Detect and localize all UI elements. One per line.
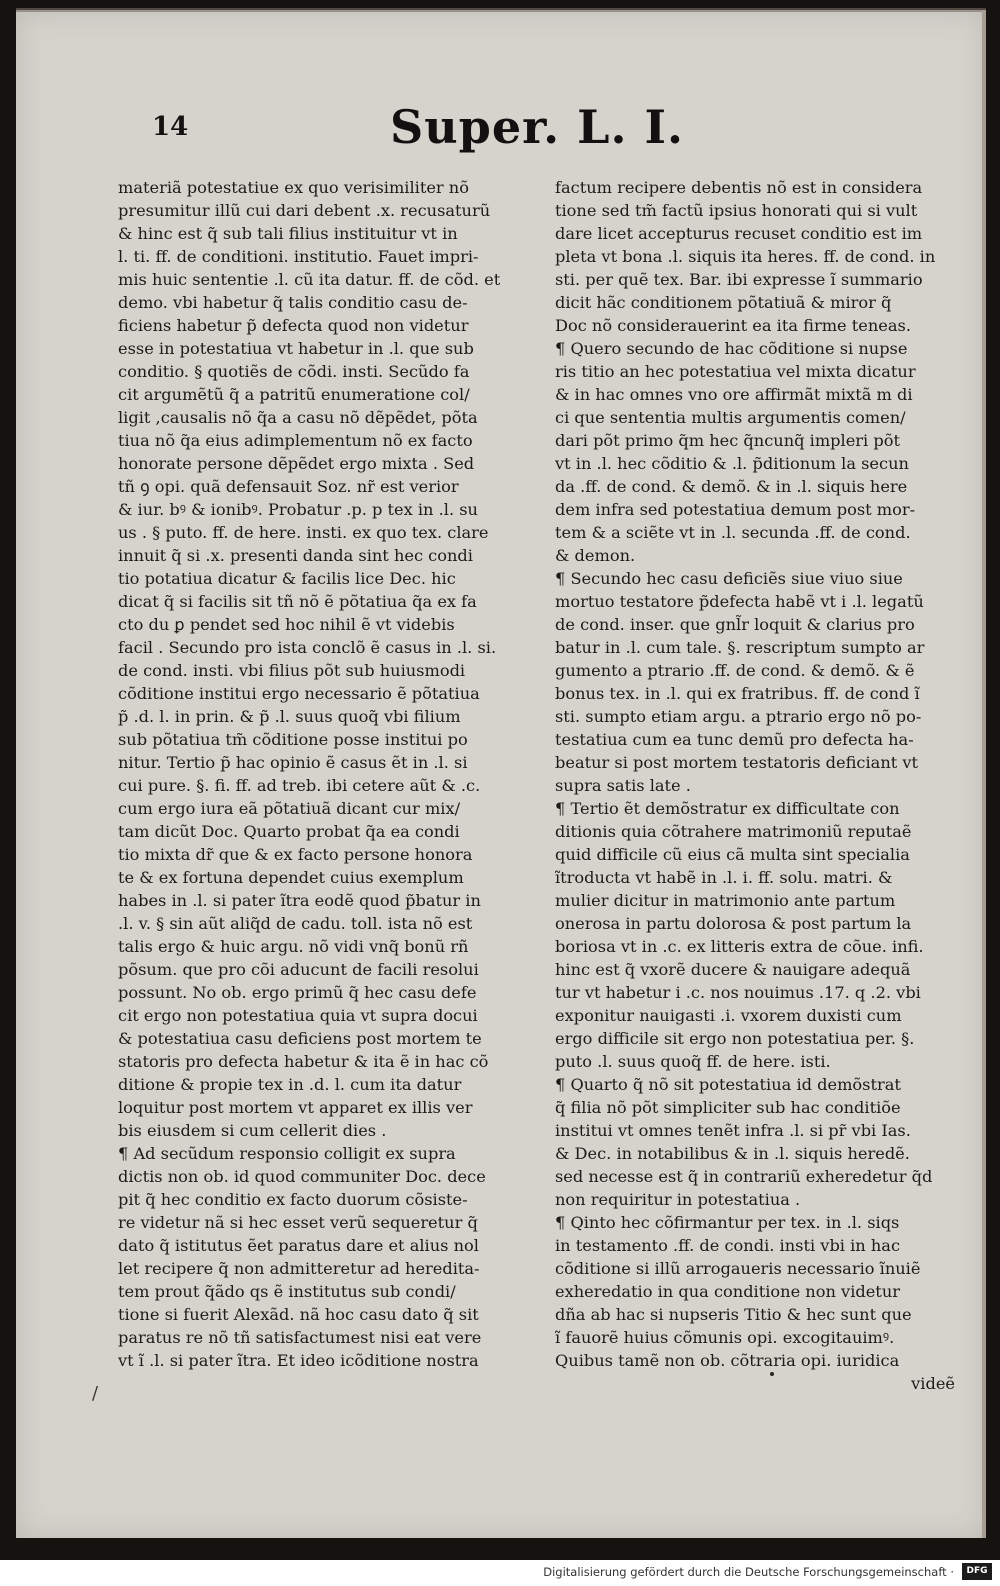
margin-pen-mark: /: [92, 1383, 99, 1404]
right-column-line: ĩ fauorẽ huius cõmunis opi. excogitauimꝰ.: [555, 1328, 895, 1347]
left-column-line: & hinc est q̃ sub tali filius instituitur vt in: [118, 224, 458, 243]
right-column-line: ĩtroducta vt habẽ in .l. i. ff. solu. matri. &: [555, 868, 893, 887]
page-right-edge: [982, 10, 986, 1538]
right-column-line: testatiua cum ea tunc demũ pro defecta ha-: [555, 730, 914, 749]
footer-bar: [0, 1560, 1000, 1586]
left-column-line: possunt. No ob. ergo primũ q̃ hec casu defe: [118, 983, 477, 1002]
left-column-line: te & ex fortuna dependet cuius exemplum: [118, 868, 464, 887]
left-column-line: let recipere q̃ non admitteretur ad heredita-: [118, 1259, 480, 1278]
left-column-line: us . § puto. ff. de here. insti. ex quo tex. clare: [118, 523, 489, 542]
right-column-line: tur vt habetur i .c. nos nouimus .17. q .2. vbi: [555, 983, 921, 1002]
left-column-line: tio mixta dr̃ que & ex facto persone honora: [118, 845, 473, 864]
right-column-line: hinc est q̃ vxorẽ ducere & nauigare adequã: [555, 960, 911, 979]
left-column-line: & iur. bꝰ & ionibꝰ. Probatur .p. p tex in .l. su: [118, 500, 478, 519]
left-column-line: paratus re nõ tñ satisfactumest nisi eat vere: [118, 1328, 482, 1347]
running-head: Super. L. I.: [390, 100, 685, 154]
right-column-line: factum recipere debentis nõ est in considera: [555, 178, 923, 197]
right-column-line: exheredatio in qua conditione non videtur: [555, 1282, 900, 1301]
right-column-line: batur in .l. cum tale. §. rescriptum sumpto ar: [555, 638, 925, 657]
right-column-line: sti. per quẽ tex. Bar. ibi expresse ĩ summario: [555, 270, 923, 289]
left-column-line: vt ĩ .l. si pater ĩtra. Et ideo icõditione nostra: [118, 1351, 479, 1370]
left-column-line: conditio. § quotiẽs de cõdi. insti. Secũdo fa: [118, 362, 470, 381]
right-column-line: vt in .l. hec cõditio & .l. p̃ditionum la secun: [555, 454, 909, 473]
left-column-line: loquitur post mortem vt apparet ex illis ver: [118, 1098, 473, 1117]
right-text-column: [555, 176, 955, 1395]
right-column-line: tem & a sciẽte vt in .l. secunda .ff. de cond.: [555, 523, 911, 542]
left-column-line: dato q̃ istitutus ẽet paratus dare et alius nol: [118, 1236, 479, 1255]
left-column-line: esse in potestatiua vt habetur in .l. que sub: [118, 339, 474, 358]
right-column-line: bonus tex. in .l. qui ex fratribus. ff. de cond ĩ: [555, 684, 920, 703]
funding-credit: Digitalisierung gefördert durch die Deutsche Forschungsgemeinschaft ·: [543, 1565, 954, 1579]
left-column-line: cõditione institui ergo necessario ẽ põtatiua: [118, 684, 480, 703]
left-column-line: l. ti. ff. de conditioni. institutio. Fauet impri-: [118, 247, 479, 266]
page-header: [150, 100, 710, 160]
left-column-line: facil . Secundo pro ista conclõ ẽ casus in .l. si.: [118, 638, 497, 657]
left-column-line: mis huic sententie .l. cũ ita datur. ff. de cõd. et: [118, 270, 501, 289]
right-column-line: mortuo testatore p̃defecta habẽ vt i .l. legatũ: [555, 592, 924, 611]
left-column-line: .l. v. § sin aũt aliq̃d de cadu. toll. ista nõ est: [118, 914, 473, 933]
left-column-line: & potestatiua casu deficiens post mortem te: [118, 1029, 482, 1048]
right-column-line: Doc nõ considerauerint ea ita firme teneas.: [555, 316, 911, 335]
right-column-line: puto .l. suus quoq̃ ff. de here. isti.: [555, 1052, 831, 1071]
left-column-line: tam dicũt Doc. Quarto probat q̃a ea condi: [118, 822, 460, 841]
left-column-line: cit ergo non potestatiua quia vt supra docui: [118, 1006, 478, 1025]
right-column-line: supra satis late .: [555, 776, 691, 795]
left-column-line: sub põtatiua tm̃ cõditione posse institui po: [118, 730, 468, 749]
right-column-line: quid difficile cũ eius cã multa sint specialia: [555, 845, 910, 864]
left-column-line: presumitur illũ cui dari debent .x. recusaturũ: [118, 201, 491, 220]
left-column-line: talis ergo & huic argu. nõ vidi vnq̃ bonũ rñ: [118, 937, 469, 956]
right-column-line: gumento a ptrario .ff. de cond. & demõ. & ẽ: [555, 661, 915, 680]
right-column-line: exponitur nauigasti .i. vxorem duxisti cum: [555, 1006, 902, 1025]
right-column-line: institui vt omnes tenẽt infra .l. si pr̃ vbi Ias.: [555, 1121, 911, 1140]
right-column-line: mulier dicitur in matrimonio ante partum: [555, 891, 896, 910]
right-column-line: dari põt primo q̃m hec q̃ncunq̃ impleri põt: [555, 431, 900, 450]
left-column-line: ficiens habetur p̃ defecta quod non videtur: [118, 316, 469, 335]
left-column-line: re videtur nã si hec esset verũ sequeretur q̃: [118, 1213, 478, 1232]
left-column-line: dictis non ob. id quod communiter Doc. dece: [118, 1167, 486, 1186]
left-column-line: tione si fuerit Alexãd. nã hoc casu dato q̃ sit: [118, 1305, 479, 1324]
right-column-line: cõditione si illũ arrogaueris necessario ĩnuiẽ: [555, 1259, 921, 1278]
left-column-line: tiua nõ q̃a eius adimplementum nõ ex facto: [118, 431, 473, 450]
right-column-line: non requiritur in potestatiua .: [555, 1190, 801, 1209]
right-column-line: de cond. inser. que gnl̃r loquit & clarius pro: [555, 615, 915, 634]
right-column-line: pleta vt bona .l. siquis ita heres. ff. de cond. in: [555, 247, 936, 266]
right-column-line: & Dec. in notabilibus & in .l. siquis heredẽ.: [555, 1144, 910, 1163]
left-column-line: pit q̃ hec conditio ex facto duorum cõsiste-: [118, 1190, 468, 1209]
left-column-line: honorate persone dẽpẽdet ergo mixta . Sed: [118, 454, 475, 473]
right-column-line: Quibus tamẽ non ob. cõtraria opi. iuridica: [555, 1351, 900, 1370]
right-column-line: ¶ Tertio ẽt demõstratur ex difficultate con: [555, 799, 900, 818]
right-column-line: ¶ Quarto q̃ nõ sit potestatiua id demõstrat: [555, 1075, 901, 1094]
right-column-line: dicit hãc conditionem põtatiuã & miror q̃: [555, 293, 892, 312]
right-column-line: ris titio an hec potestatiua vel mixta dicatur: [555, 362, 916, 381]
folio-number: 14: [152, 112, 189, 142]
left-column-line: cto du ꝑ pendet sed hoc nihil ẽ vt videbis: [118, 615, 455, 634]
left-column-line: statoris pro defecta habetur & ita ẽ in hac cõ: [118, 1052, 489, 1071]
right-column-line: sed necesse est q̃ in contrariũ exheredetur q̃d: [555, 1167, 933, 1186]
dfg-logo-icon: DFG: [962, 1563, 992, 1580]
page-top-edge: [16, 8, 986, 12]
right-column-line: in testamento .ff. de condi. insti vbi in hac: [555, 1236, 901, 1255]
left-column-line: de cond. insti. vbi filius põt sub huiusmodi: [118, 661, 466, 680]
right-column-line: q̃ filia nõ põt simpliciter sub hac conditiõe: [555, 1098, 901, 1117]
right-column-line: ergo difficile sit ergo non potestatiua per. §.: [555, 1029, 915, 1048]
right-column-line: dare licet accepturus recuset conditio est im: [555, 224, 923, 243]
ink-dot: [770, 1372, 774, 1376]
left-column-line: ditione & propie tex in .d. l. cum ita datur: [118, 1075, 462, 1094]
left-column-line: tio potatiua dicatur & facilis lice Dec. hic: [118, 569, 456, 588]
right-column-line: tione sed tm̃ factũ ipsius honorati qui si vult: [555, 201, 918, 220]
right-column-line: ci que sententia multis argumentis comen/: [555, 408, 906, 427]
left-text-column: [118, 176, 518, 1372]
right-column-line: ¶ Quero secundo de hac cõditione si nupse: [555, 339, 908, 358]
right-column-line: dem infra sed potestatiua demum post mor-: [555, 500, 916, 519]
left-column-line: habes in .l. si pater ĩtra eodẽ quod p̃batur in: [118, 891, 481, 910]
left-column-line: tem prout q̃ãdo qs ẽ institutus sub condi/: [118, 1282, 456, 1301]
left-column-line: ¶ Ad secũdum responsio colligit ex supra: [118, 1144, 456, 1163]
right-column-line: da .ff. de cond. & demõ. & in .l. siquis here: [555, 477, 908, 496]
right-column-line: & demon.: [555, 546, 636, 565]
right-column-line: videẽ: [911, 1374, 955, 1393]
left-column-line: tñ ꝯ opi. quã defensauit Soz. nr̃ est verior: [118, 477, 459, 496]
left-column-line: cum ergo iura eã põtatiuã dicant cur mix/: [118, 799, 461, 818]
right-column-line: & in hac omnes vno ore affirmãt mixtã m di: [555, 385, 913, 404]
right-column-line: ditionis quia cõtrahere matrimoniũ reputaẽ: [555, 822, 912, 841]
left-column-line: bis eiusdem si cum cellerit dies .: [118, 1121, 387, 1140]
left-column-line: põsum. que pro cõi aducunt de facili resolui: [118, 960, 479, 979]
right-column-line: beatur si post mortem testatoris deficiant vt: [555, 753, 919, 772]
left-column-line: demo. vbi habetur q̃ talis conditio casu de-: [118, 293, 468, 312]
left-column-line: cit argumẽtũ q̃ a patritũ enumeratione col/: [118, 385, 470, 404]
left-column-line: p̃ .d. l. in prin. & p̃ .l. suus quoq̃ vbi filium: [118, 707, 461, 726]
left-column-line: innuit q̃ si .x. presenti danda sint hec condi: [118, 546, 473, 565]
left-column-line: dicat q̃ si facilis sit tñ nõ ẽ põtatiua q̃a ex fa: [118, 592, 477, 611]
left-column-line: nitur. Tertio p̃ hac opinio ẽ casus ẽt in .l. si: [118, 753, 468, 772]
right-column-line: sti. sumpto etiam argu. a ptrario ergo nõ po-: [555, 707, 922, 726]
right-column-line: onerosa in partu dolorosa & post partum la: [555, 914, 912, 933]
right-column-line: boriosa vt in .c. ex litteris extra de cõue. infi.: [555, 937, 924, 956]
left-column-line: ligit ,causalis nõ q̃a a casu nõ dẽpẽdet, põta: [118, 408, 478, 427]
left-column-line: materiã potestatiue ex quo verisimiliter nõ: [118, 178, 469, 197]
right-column-line: ¶ Qinto hec cõfirmantur per tex. in .l. siqs: [555, 1213, 900, 1232]
left-column-line: cui pure. §. fi. ff. ad treb. ibi cetere aũt & .c.: [118, 776, 481, 795]
right-column-line: dña ab hac si nupseris Titio & hec sunt que: [555, 1305, 912, 1324]
right-column-line: ¶ Secundo hec casu deficiẽs siue viuo siue: [555, 569, 903, 588]
